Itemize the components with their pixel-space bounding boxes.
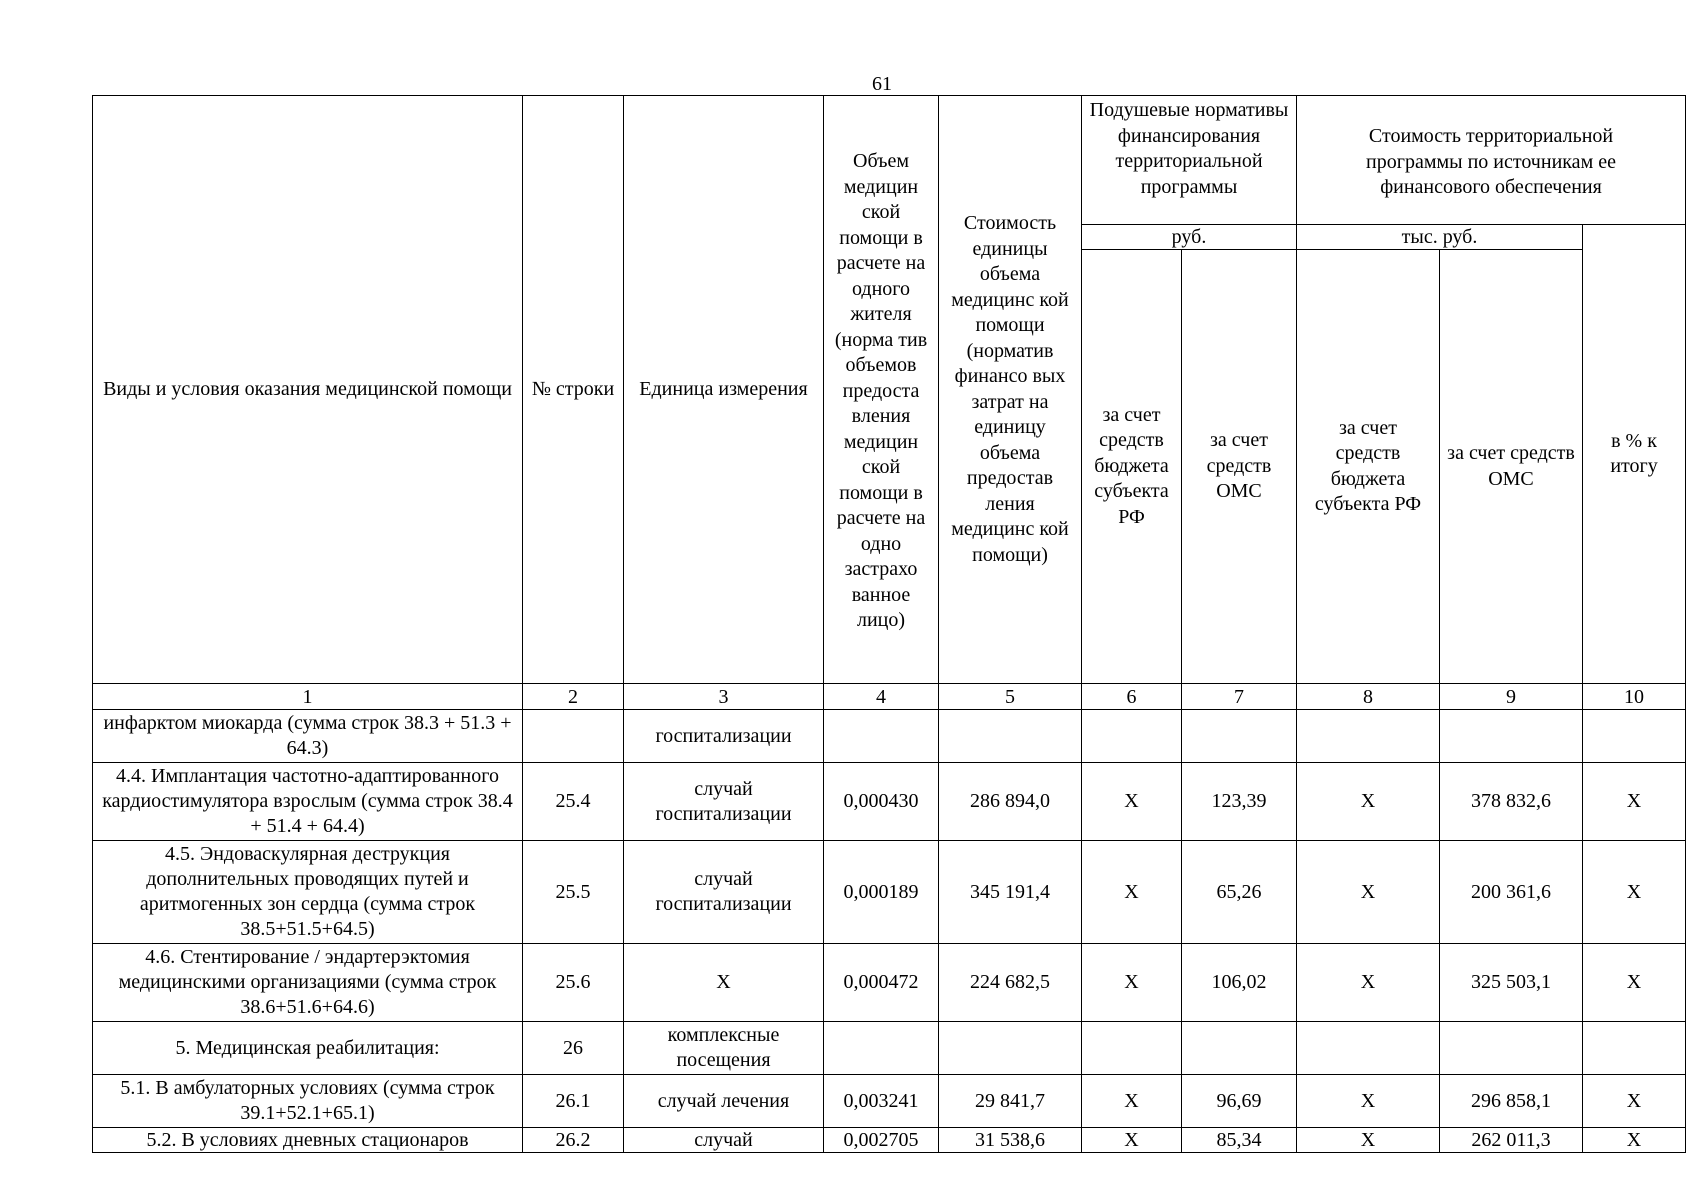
row-budget-total: X (1297, 1128, 1440, 1153)
table-row (93, 1128, 1686, 1153)
row-budget-norm: X (1082, 1075, 1182, 1128)
header-unit-rub: руб. (1082, 225, 1297, 250)
header-line-number: № строки (523, 96, 624, 684)
row-oms-norm: 85,34 (1182, 1128, 1297, 1153)
row-unit-cost: 286 894,0 (939, 763, 1082, 841)
row-percent (1583, 710, 1686, 763)
row-oms-total (1440, 1022, 1583, 1075)
row-oms-norm: 123,39 (1182, 763, 1297, 841)
row-oms-total: 262 011,3 (1440, 1128, 1583, 1153)
header-row-1 (93, 96, 1686, 225)
row-volume: 0,000472 (824, 944, 939, 1022)
row-name: 4.4. Имплантация частотно-адаптированного кардиостимулятора взрослым (сумма строк 38.4 + 51.4 + 64.4) (93, 763, 523, 841)
row-budget-total: X (1297, 1075, 1440, 1128)
column-numbers-row (93, 684, 1686, 710)
table-row (93, 710, 1686, 763)
row-oms-norm: 65,26 (1182, 841, 1297, 944)
row-oms-norm: 106,02 (1182, 944, 1297, 1022)
row-name: 4.6. Стентирование / эндартерэктомия медицинскими организациями (сумма строк 38.6+51.6+64.6) (93, 944, 523, 1022)
row-line-number (523, 710, 624, 763)
table-row (93, 944, 1686, 1022)
row-line-number: 26.1 (523, 1075, 624, 1128)
row-oms-norm (1182, 710, 1297, 763)
row-unit: госпитализации (624, 710, 824, 763)
row-budget-norm: X (1082, 841, 1182, 944)
row-volume: 0,002705 (824, 1128, 939, 1153)
header-budget-norm: за счет средств бюджета субъекта РФ (1082, 250, 1182, 684)
row-budget-total: X (1297, 763, 1440, 841)
page-number: 61 (872, 73, 892, 95)
header-unit: Единица измерения (624, 96, 824, 684)
row-budget-norm: X (1082, 763, 1182, 841)
header-budget-total: за счет средств бюджета субъекта РФ (1297, 250, 1440, 684)
row-budget-norm: X (1082, 1128, 1182, 1153)
row-percent: X (1583, 944, 1686, 1022)
row-oms-total (1440, 710, 1583, 763)
row-unit: случай (624, 1128, 824, 1153)
column-number: 3 (624, 684, 824, 710)
row-unit-cost (939, 710, 1082, 763)
row-oms-total: 296 858,1 (1440, 1075, 1583, 1128)
row-line-number: 26 (523, 1022, 624, 1075)
row-unit: случай госпитализации (624, 763, 824, 841)
row-volume (824, 1022, 939, 1075)
row-volume: 0,000189 (824, 841, 939, 944)
header-kinds-of-care: Виды и условия оказания медицинской помощи (93, 96, 523, 684)
row-unit-cost: 345 191,4 (939, 841, 1082, 944)
table-row (93, 1022, 1686, 1075)
row-line-number: 26.2 (523, 1128, 624, 1153)
row-percent: X (1583, 1128, 1686, 1153)
row-oms-norm: 96,69 (1182, 1075, 1297, 1128)
header-oms-norm: за счет средств ОМС (1182, 250, 1297, 684)
row-name: 4.5. Эндоваскулярная деструкция дополнительных проводящих путей и аритмогенных зон сердца (сумма строк 38.5+51.5+64.5) (93, 841, 523, 944)
row-percent (1583, 1022, 1686, 1075)
row-name: 5.1. В амбулаторных условиях (сумма строк 39.1+52.1+65.1) (93, 1075, 523, 1128)
column-number: 5 (939, 684, 1082, 710)
header-per-capita-norms: Подушевые нормативы финансирования территориальной программы (1082, 96, 1297, 225)
row-volume: 0,003241 (824, 1075, 939, 1128)
row-line-number: 25.6 (523, 944, 624, 1022)
column-number: 1 (93, 684, 523, 710)
row-unit: комплексные посещения (624, 1022, 824, 1075)
table-row (93, 763, 1686, 841)
row-oms-total: 325 503,1 (1440, 944, 1583, 1022)
row-volume (824, 710, 939, 763)
row-oms-total: 200 361,6 (1440, 841, 1583, 944)
column-number: 9 (1440, 684, 1583, 710)
row-percent: X (1583, 763, 1686, 841)
column-number: 2 (523, 684, 624, 710)
header-unit-thousand-rub: тыс. руб. (1297, 225, 1583, 250)
header-unit-cost: Стоимость единицы объема медицинс кой помощи (норматив финансо вых затрат на единицу объема предостав ления медицинс кой помощи) (939, 96, 1082, 684)
row-unit-cost: 31 538,6 (939, 1128, 1082, 1153)
column-number: 8 (1297, 684, 1440, 710)
row-percent: X (1583, 1075, 1686, 1128)
row-budget-norm: X (1082, 944, 1182, 1022)
header-program-cost: Стоимость территориальной программы по источникам ее финансового обеспечения (1297, 96, 1686, 225)
row-budget-norm (1082, 1022, 1182, 1075)
row-name: инфарктом миокарда (сумма строк 38.3 + 51.3 + 64.3) (93, 710, 523, 763)
column-number: 10 (1583, 684, 1686, 710)
row-name: 5. Медицинская реабилитация: (93, 1022, 523, 1075)
table-row (93, 1075, 1686, 1128)
table-row (93, 841, 1686, 944)
column-number: 7 (1182, 684, 1297, 710)
row-oms-norm (1182, 1022, 1297, 1075)
row-name: 5.2. В условиях дневных стационаров (93, 1128, 523, 1153)
header-oms-total: за счет средств ОМС (1440, 250, 1583, 684)
row-unit: случай лечения (624, 1075, 824, 1128)
row-unit-cost: 29 841,7 (939, 1075, 1082, 1128)
header-percent-of-total: в % к итогу (1583, 225, 1686, 684)
row-line-number: 25.4 (523, 763, 624, 841)
row-unit: случай госпитализации (624, 841, 824, 944)
row-unit-cost (939, 1022, 1082, 1075)
column-number: 6 (1082, 684, 1182, 710)
row-unit: X (624, 944, 824, 1022)
row-budget-total: X (1297, 944, 1440, 1022)
row-budget-total (1297, 1022, 1440, 1075)
row-percent: X (1583, 841, 1686, 944)
column-number: 4 (824, 684, 939, 710)
row-budget-norm (1082, 710, 1182, 763)
financing-table (92, 95, 1686, 1153)
row-line-number: 25.5 (523, 841, 624, 944)
row-unit-cost: 224 682,5 (939, 944, 1082, 1022)
row-budget-total: X (1297, 841, 1440, 944)
row-oms-total: 378 832,6 (1440, 763, 1583, 841)
row-volume: 0,000430 (824, 763, 939, 841)
row-budget-total (1297, 710, 1440, 763)
header-volume: Объем медицин ской помощи в расчете на одного жителя (норма тив объемов предоста вления медицин ской помощи в расчете на одно застрахо ванное лицо) (824, 96, 939, 684)
